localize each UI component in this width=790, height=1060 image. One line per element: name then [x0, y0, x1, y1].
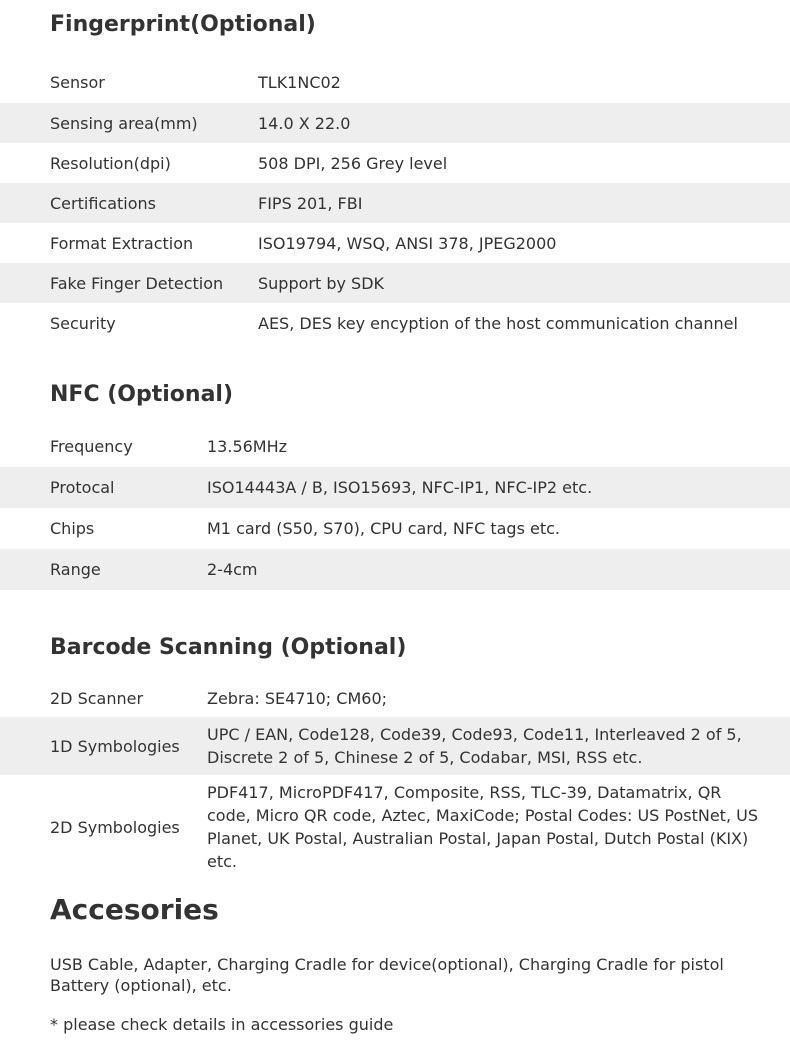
spec-label: 1D Symbologies: [50, 736, 180, 756]
spec-value: FIPS 201, FBI: [258, 193, 363, 213]
accessories-note: * please check details in accessories guide: [50, 1015, 394, 1034]
spec-value: AES, DES key encyption of the host communication channel: [258, 313, 738, 333]
table-row: [0, 508, 790, 549]
barcode-spec-table: [0, 679, 790, 879]
spec-label: Security: [50, 313, 116, 333]
table-row: [0, 679, 790, 717]
spec-label: Certifications: [50, 193, 156, 213]
spec-value: PDF417, MicroPDF417, Composite, RSS, TLC-39, Datamatrix, QR code, Micro QR code, Aztec, MaxiCode; Postal Codes: US PostNet, US Planet, UK Postal, Australian Postal, Japan Postal, Dutch Postal (KIX) etc.: [207, 783, 758, 871]
spec-label: Chips: [50, 519, 95, 538]
fingerprint-section-title: Fingerprint(Optional): [50, 12, 316, 37]
spec-value: ISO19794, WSQ, ANSI 378, JPEG2000: [258, 233, 557, 253]
spec-value: 14.0 X 22.0: [258, 113, 351, 133]
spec-label: Resolution(dpi): [50, 153, 171, 173]
accessories-title: Accesories: [50, 893, 219, 926]
spec-value: 2-4cm: [207, 560, 258, 579]
spec-value: Zebra: SE4710; CM60;: [207, 688, 388, 708]
spec-value: Support by SDK: [258, 273, 385, 293]
table-row: [0, 61, 790, 103]
spec-label: Sensor: [50, 72, 105, 92]
nfc-section-title: NFC (Optional): [50, 382, 234, 407]
table-row: [0, 549, 790, 590]
table-row: [0, 426, 790, 467]
table-row: [0, 303, 790, 343]
table-row: [0, 467, 790, 508]
table-row: [0, 717, 790, 775]
spec-value: ISO14443A / B, ISO15693, NFC-IP1, NFC-IP2 etc.: [207, 478, 593, 497]
nfc-spec-table: [0, 426, 790, 590]
fingerprint-spec-table: [0, 61, 790, 343]
table-row: [0, 103, 790, 143]
barcode-section-title: Barcode Scanning (Optional): [50, 635, 407, 660]
spec-value: UPC / EAN, Code128, Code39, Code93, Code11, Interleaved 2 of 5, Discrete 2 of 5, Chinese 2 of 5, Codabar, MSI, RSS etc.: [207, 725, 742, 767]
table-row: [0, 263, 790, 303]
spec-value: TLK1NC02: [258, 72, 341, 92]
spec-label: Protocal: [50, 478, 115, 497]
accessories-text: USB Cable, Adapter, Charging Cradle for device(optional), Charging Cradle for pistol Battery (optional), etc.: [50, 955, 724, 995]
table-row: [0, 183, 790, 223]
table-row: [0, 143, 790, 183]
spec-label: 2D Scanner: [50, 688, 144, 708]
spec-label: Frequency: [50, 437, 133, 456]
spec-label: 2D Symbologies: [50, 817, 180, 837]
spec-label: Range: [50, 560, 101, 579]
spec-value: 508 DPI, 256 Grey level: [258, 153, 448, 173]
spec-value: 13.56MHz: [207, 437, 288, 456]
spec-label: Fake Finger Detection: [50, 273, 224, 293]
table-row: [0, 775, 790, 879]
spec-label: Sensing area(mm): [50, 113, 198, 133]
spec-value: M1 card (S50, S70), CPU card, NFC tags etc.: [207, 519, 560, 538]
table-row: [0, 223, 790, 263]
spec-label: Format Extraction: [50, 233, 194, 253]
